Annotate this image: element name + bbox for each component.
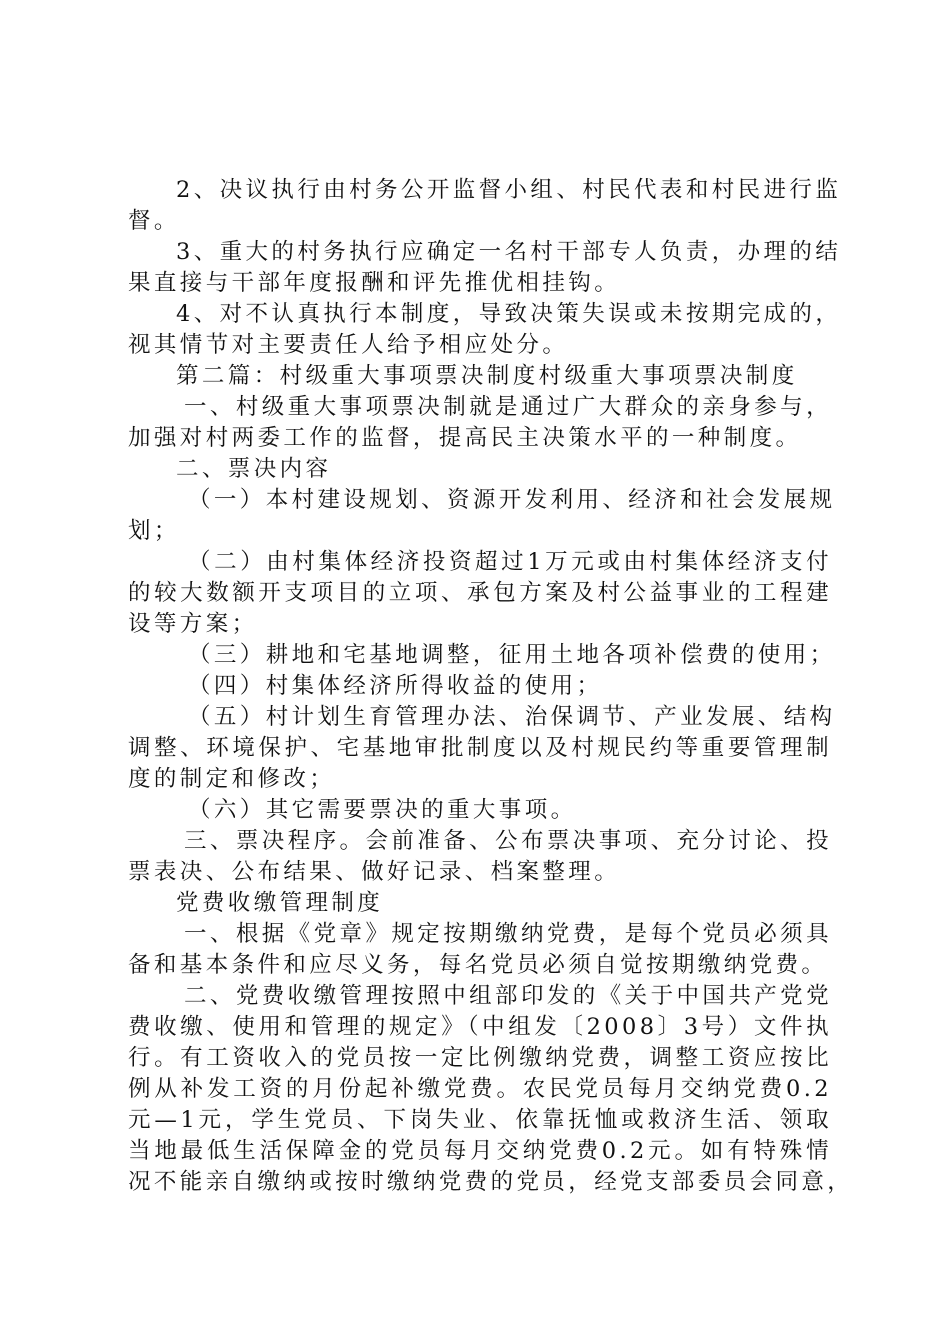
paragraph-line: 督。 [128,208,180,234]
paragraph-line: 划； [128,518,180,544]
paragraph-line: 加强对村两委工作的监督，提高民主决策水平的一种制度。 [128,425,802,451]
paragraph-line: 2、决议执行由村务公开监督小组、村民代表和村民进行监 [176,177,842,203]
paragraph-line: 三、票决程序。会前准备、公布票决事项、充分讨论、投 [184,828,832,854]
paragraph-line: 调整、环境保护、宅基地审批制度以及村规民约等重要管理制 [128,735,832,761]
paragraph-line: （四）村集体经济所得收益的使用； [188,673,603,699]
section-heading: 党费收缴管理制度 [176,890,384,916]
paragraph-line: 当地最低生活保障金的党员每月交纳党费0.2元。如有特殊情 [128,1138,832,1164]
paragraph-line: 行。有工资收入的党员按一定比例缴纳党费，调整工资应按比 [128,1045,832,1071]
paragraph-line: 果直接与干部年度报酬和评先推优相挂钩。 [128,270,621,296]
paragraph-line: 3、重大的村务执行应确定一名村干部专人负责，办理的结 [176,239,842,265]
paragraph-line: 4、对不认真执行本制度，导致决策失误或未按期完成的， [176,301,842,327]
section-subheading: 二、票决内容 [176,456,332,482]
paragraph-line: 度的制定和修改； [128,766,336,792]
paragraph-line: 视其情节对主要责任人给予相应处分。 [128,332,569,358]
paragraph-line: 票表决、公布结果、做好记录、档案整理。 [128,859,621,885]
paragraph-line: 二、党费收缴管理按照中组部印发的《关于中国共产党党 [184,983,832,1009]
paragraph-line: 费收缴、使用和管理的规定》（中组发〔2008〕3号）文件执 [128,1014,832,1040]
paragraph-line: 设等方案； [128,611,258,637]
paragraph-line: （六）其它需要票决的重大事项。 [188,797,577,823]
paragraph-line: 例从补发工资的月份起补缴党费。农民党员每月交纳党费0.2 [128,1076,832,1102]
paragraph-line: （五）村计划生育管理办法、治保调节、产业发展、结构 [188,704,836,730]
paragraph-line: （一）本村建设规划、资源开发利用、经济和社会发展规 [188,487,836,513]
paragraph-line: 的较大数额开支项目的立项、承包方案及村公益事业的工程建 [128,580,832,606]
paragraph-line: （二）由村集体经济投资超过1万元或由村集体经济支付 [188,549,832,575]
paragraph-line: 况不能亲自缴纳或按时缴纳党费的党员，经党支部委员会同意， [128,1169,854,1195]
section-heading: 第二篇：村级重大事项票决制度村级重大事项票决制度 [176,363,798,389]
paragraph-line: 元—1元，学生党员、下岗失业、依靠抚恤或救济生活、领取 [128,1107,832,1133]
paragraph-line: 一、根据《党章》规定按期缴纳党费，是每个党员必须具 [184,921,832,947]
paragraph-line: 一、村级重大事项票决制就是通过广大群众的亲身参与， [184,394,832,420]
paragraph-line: 备和基本条件和应尽义务，每名党员必须自觉按期缴纳党费。 [128,952,828,978]
paragraph-line: （三）耕地和宅基地调整，征用土地各项补偿费的使用； [188,642,836,668]
